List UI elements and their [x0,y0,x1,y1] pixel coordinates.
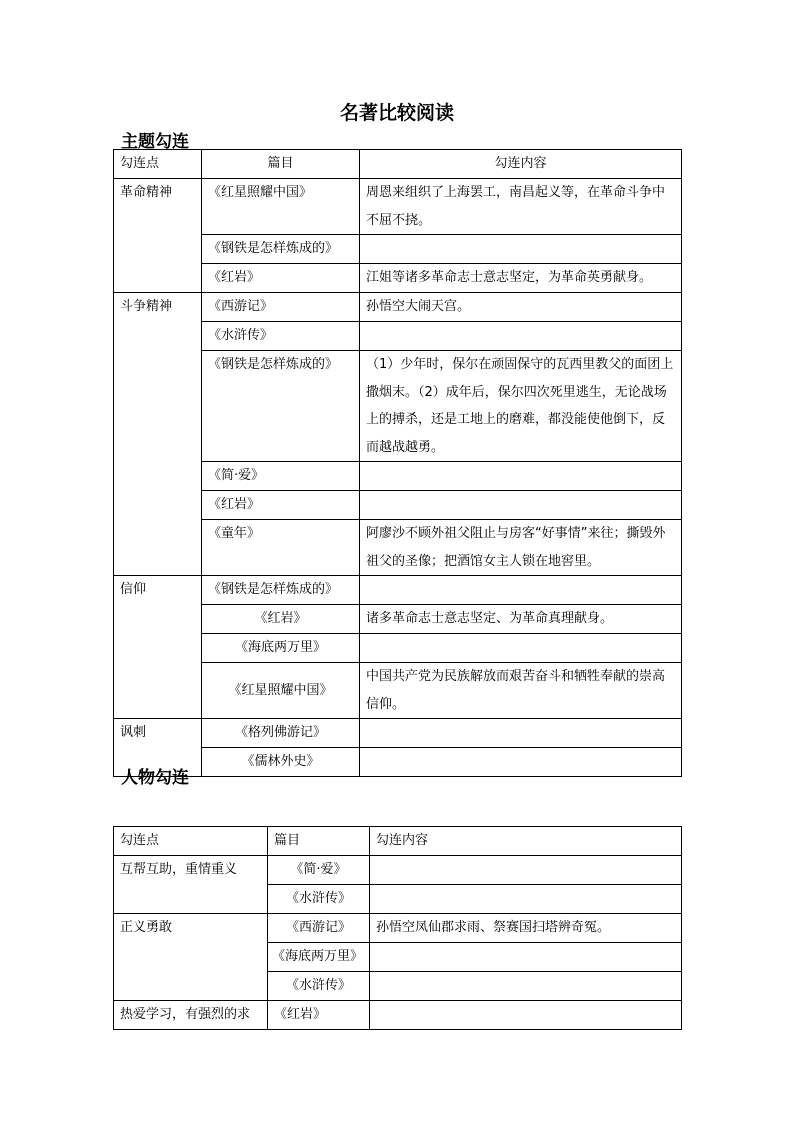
work-cell: 《简·爱》 [202,462,360,491]
header-content: 勾连内容 [360,150,682,179]
content-cell [370,856,682,885]
table-header-row [114,150,682,179]
content-cell [360,322,682,351]
content-cell [360,491,682,520]
link-point-cell: 互帮互助，重情重义 [114,856,268,914]
work-cell: 《西游记》 [268,914,370,943]
header-work: 篇目 [268,827,370,856]
link-point-cell: 讽刺 [114,719,202,777]
work-cell: 《儒林外史》 [202,748,360,777]
link-point-cell: 正义勇敢 [114,914,268,1001]
work-cell: 《童年》 [202,520,360,576]
content-cell: 周恩来组织了上海罢工，南昌起义等，在革命斗争中不屈不挠。 [360,179,682,235]
content-cell: 中国共产党为民族解放而艰苦奋斗和牺牲奉献的崇高信仰。 [360,663,682,719]
content-cell [360,576,682,605]
header-work: 篇目 [202,150,360,179]
work-cell: 《钢铁是怎样炼成的》 [202,235,360,264]
work-cell: 《红岩》 [202,264,360,293]
header-point: 勾连点 [114,150,202,179]
link-point-cell: 热爱学习，有强烈的求 [114,1001,268,1030]
work-cell: 《西游记》 [202,293,360,322]
theme-section-heading: 主题勾连 [121,132,189,152]
work-cell: 《格列佛游记》 [202,719,360,748]
work-cell: 《红岩》 [268,1001,370,1030]
work-cell: 《水浒传》 [202,322,360,351]
content-cell: 江姐等诸多革命志士意志坚定，为革命英勇献身。 [360,264,682,293]
header-content: 勾连内容 [370,827,682,856]
table-row [114,719,682,748]
work-cell: 《水浒传》 [268,885,370,914]
content-cell: 诸多革命志士意志坚定、为革命真理献身。 [360,605,682,634]
content-cell: 孙悟空凤仙郡求雨、祭赛国扫塔辨奇冤。 [370,914,682,943]
header-point: 勾连点 [114,827,268,856]
work-cell: 《钢铁是怎样炼成的》 [202,351,360,462]
content-cell [360,462,682,491]
work-cell: 《红星照耀中国》 [202,663,360,719]
table-row [114,914,682,943]
work-cell: 《红岩》 [202,491,360,520]
content-cell: 孙悟空大闹天宫。 [360,293,682,322]
content-cell: （1）少年时，保尔在顽固保守的瓦西里教父的面团上撒烟末。（2）成年后，保尔四次死里逃生，无论战场上的搏杀，还是工地上的磨难，都没能使他倒下，反而越战越勇。 [360,351,682,462]
content-cell [360,634,682,663]
work-cell: 《红星照耀中国》 [202,179,360,235]
table-row [114,293,682,322]
work-cell: 《钢铁是怎样炼成的》 [202,576,360,605]
work-cell: 《简·爱》 [268,856,370,885]
work-cell: 《红岩》 [202,605,360,634]
work-cell: 《水浒传》 [268,972,370,1001]
table-row [114,576,682,605]
character-link-table [113,826,682,1030]
link-point-cell: 信仰 [114,576,202,719]
work-cell: 《海底两万里》 [202,634,360,663]
content-cell [370,885,682,914]
link-point-cell: 革命精神 [114,179,202,293]
link-point-cell: 斗争精神 [114,293,202,576]
table-row [114,856,682,885]
content-cell: 阿廖沙不顾外祖父阻止与房客“好事情”来往；撕毁外祖父的圣像；把酒馆女主人锁在地窖里。 [360,520,682,576]
table-row [114,179,682,235]
content-cell [370,943,682,972]
work-cell: 《海底两万里》 [268,943,370,972]
theme-link-table [113,149,682,777]
table-row [114,1001,682,1030]
page-title: 名著比较阅读 [339,102,454,124]
table-header-row [114,827,682,856]
character-section-heading: 人物勾连 [121,768,189,788]
content-cell [370,972,682,1001]
content-cell [360,719,682,748]
content-cell [360,748,682,777]
content-cell [360,235,682,264]
content-cell [370,1001,682,1030]
